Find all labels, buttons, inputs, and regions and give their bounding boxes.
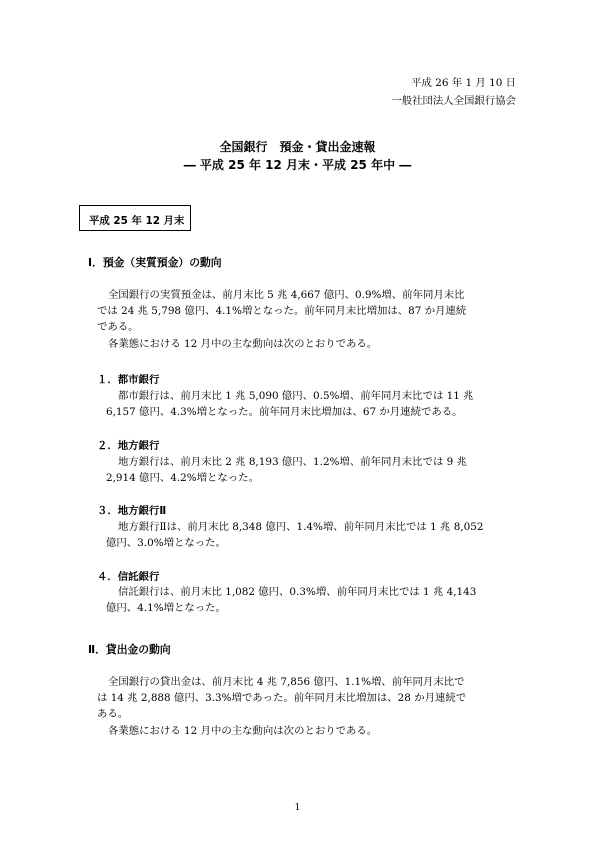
- section-2-para-1-line-3: ある。: [97, 708, 129, 720]
- section-1-para-1-line-1: 全国銀行の実質預金は、前月末比 5 兆 4,667 億円、0.9%増、前年同月末比: [108, 289, 465, 301]
- period-box: [79, 205, 191, 231]
- document-title: 全国銀行 預金・貸出金速報: [219, 140, 376, 154]
- section-1-para-2: 各業態における 12 月中の主な動向は次のとおりである。: [108, 338, 378, 350]
- item-3-line-2: 億円、3.0%増となった。: [106, 537, 226, 549]
- item-4-line-2: 億円、4.1%増となった。: [106, 602, 226, 614]
- item-2-line-1: 地方銀行は、前月末比 2 兆 8,193 億円、1.2%増、前年同月末比では 9 兆: [118, 456, 467, 468]
- period-box-label: 平成 25 年 12 月末: [89, 215, 185, 227]
- page-number: 1: [294, 803, 301, 813]
- item-2-heading: ２．地方銀行: [97, 440, 160, 452]
- section-2-para-1-line-2: は 14 兆 2,888 億円、3.3%増であった。前年同月末比増加は、28 か月連続で: [97, 692, 467, 704]
- section-2-para-1-line-1: 全国銀行の貸出金は、前月末比 4 兆 7,856 億円、1.1%増、前年同月末比で: [108, 676, 465, 688]
- item-1-line-2: 6,157 億円、4.3%増となった。前年同月末比増加は、67 か月連続である。: [106, 406, 463, 418]
- item-3-line-1: 地方銀行Ⅱは、前月末比 8,348 億円、1.4%増、前年同月末比では 1 兆 8,052: [118, 521, 484, 533]
- item-1-line-1: 都市銀行は、前月末比 1 兆 5,090 億円、0.5%増、前年同月末比では 11 兆: [118, 390, 474, 402]
- section-2-heading: Ⅱ．貸出金の動向: [88, 643, 171, 656]
- section-2-para-2: 各業態における 12 月中の主な動向は次のとおりである。: [108, 725, 378, 737]
- item-4-line-1: 信託銀行は、前月末比 1,082 億円、0.3%増、前年同月末比では 1 兆 4,143: [118, 586, 477, 598]
- document-date: 平成 26 年 1 月 10 日: [411, 77, 516, 89]
- item-3-heading: ３．地方銀行Ⅱ: [97, 505, 167, 517]
- item-1-heading: １．都市銀行: [97, 374, 160, 386]
- section-1-heading: Ⅰ．預金（実質預金）の動向: [88, 256, 222, 269]
- item-4-heading: ４．信託銀行: [97, 571, 160, 583]
- document-subtitle: ― 平成 25 年 12 月末・平成 25 年中 ―: [183, 158, 412, 172]
- item-2-line-2: 2,914 億円、4.2%増となった。: [106, 472, 259, 484]
- section-1-para-1-line-3: である。: [97, 321, 139, 333]
- section-1-para-1-line-2: では 24 兆 5,798 億円、4.1%増となった。前年同月末比増加は、87 か月連続: [97, 305, 467, 317]
- issuing-organization: 一般社団法人全国銀行協会: [391, 95, 516, 107]
